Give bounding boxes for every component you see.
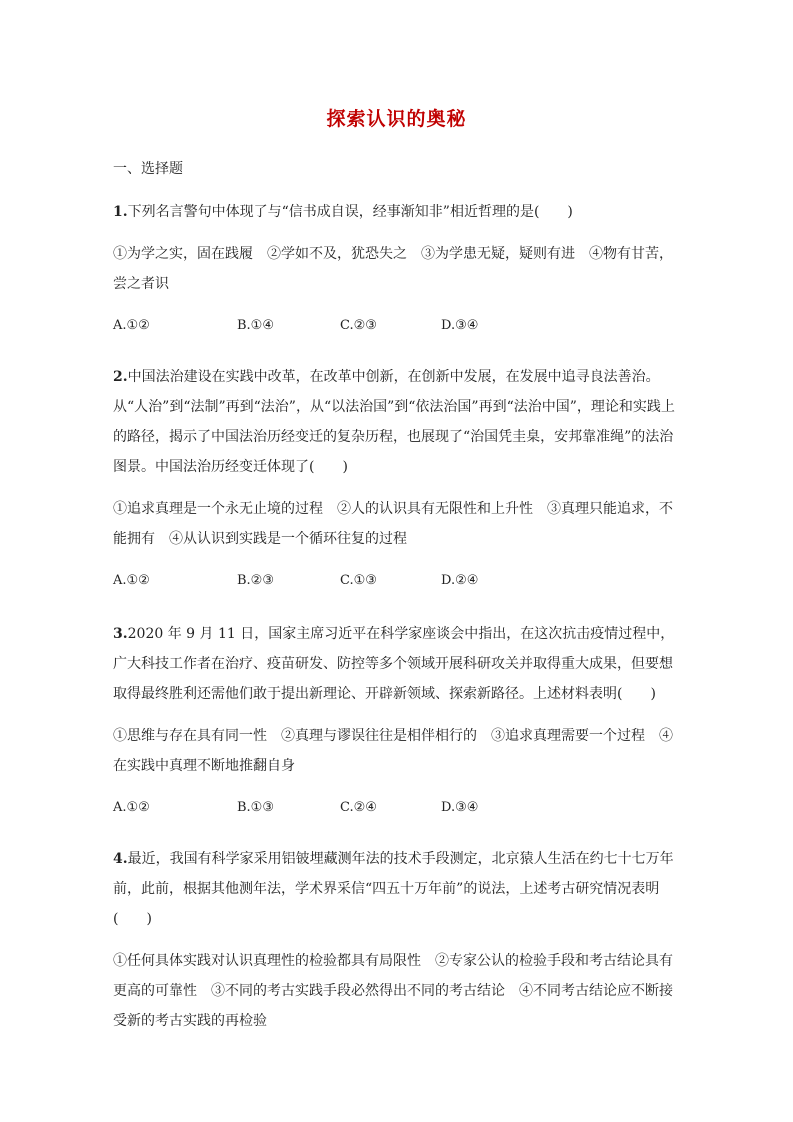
question-statements: ①任何具体实践对认识真理性的检验都具有局限性 ②专家公认的检验手段和考古结论具有更高的可靠性 ③不同的考古实践手段必然得出不同的考古结论 ④不同考古结论应不断接受新的考古实践的再检验 [113, 953, 673, 1029]
question-2 [113, 362, 683, 596]
answer-choices [113, 566, 683, 596]
question-number: 4. [113, 851, 128, 867]
question-statements: ①追求真理是一个永无止境的过程 ②人的认识具有无限性和上升性 ③真理只能追求，不能拥有 ④从认识到实践是一个循环往复的过程 [113, 501, 673, 547]
question-number: 1. [113, 204, 128, 220]
section-heading: 一、选择题 [113, 161, 183, 177]
choice-c: C.②④ [340, 800, 377, 815]
choice-c: C.②③ [340, 318, 377, 333]
choice-a: A.①② [113, 573, 150, 588]
question-text: 下列名言警句中体现了与“信书成自误，经事渐知非”相近哲理的是( ) [127, 204, 573, 220]
question-number: 3. [113, 626, 128, 642]
question-text: 最近，我国有科学家采用铝铍埋藏测年法的技术手段测定，北京猿人生活在约七十七万年前，此前，根据其他测年法，学术界采信“四五十万年前”的说法，上述考古研究情况表明( ) [113, 851, 674, 927]
question-text: 中国法治建设在实践中改革，在改革中创新，在创新中发展，在发展中追寻良法善治。从“人治”到“法制”再到“法治”，从“以法治国”到“依法治国”再到“法治中国”，理论和实践上的路径，揭示了中国法治历经变迁的复杂历程，也展现了“治国凭圭臬，安邦靠准绳”的法治图景。中国法治历经变迁体现了( ) [113, 369, 675, 475]
choice-a: A.①② [113, 800, 150, 815]
question-statements: ①思维与存在具有同一性 ②真理与谬误往往是相伴相行的 ③追求真理需要一个过程 ④在实践中真理不断地推翻自身 [113, 728, 673, 774]
question-stem [113, 362, 683, 482]
document-title: 探索认识的奥秘 [326, 108, 467, 130]
question-statements: ①为学之实，固在践履 ②学如不及，犹恐失之 ③为学患无疑，疑则有进 ④物有甘苦，尝之者识 [113, 246, 673, 292]
question-number: 2. [113, 369, 128, 385]
choice-b: B.①③ [237, 800, 274, 815]
question-stem [113, 844, 683, 934]
question-1 [113, 197, 683, 341]
question-4 [113, 844, 683, 1036]
choice-b: B.②③ [237, 573, 274, 588]
question-stem [113, 619, 683, 709]
answer-choices [113, 793, 683, 823]
choice-b: B.①④ [237, 318, 274, 333]
answer-choices [113, 311, 683, 341]
question-stem [113, 197, 683, 227]
choice-a: A.①② [113, 318, 150, 333]
choice-d: D.②④ [441, 573, 479, 588]
choice-d: D.③④ [441, 800, 479, 815]
choice-c: C.①③ [340, 573, 377, 588]
question-3 [113, 619, 683, 823]
choice-d: D.③④ [441, 318, 479, 333]
question-text: 2020 年 9 月 11 日，国家主席习近平在科学家座谈会中指出，在这次抗击疫情过程中，广大科技工作者在治疗、疫苗研发、防控等多个领域开展科研攻关并取得重大成果，但要想取得最终胜利还需他们敢于提出新理论、开辟新领域、探索新路径。上述材料表明( ) [113, 626, 675, 702]
